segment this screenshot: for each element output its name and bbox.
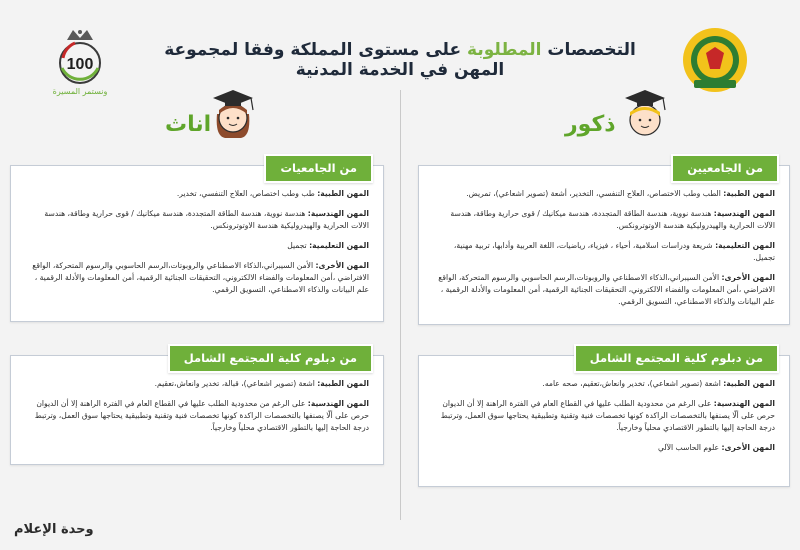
card-tag: من دبلوم كلية المجتمع الشامل bbox=[574, 344, 779, 373]
female-university-card bbox=[10, 161, 384, 322]
title-accent: المطلوبة bbox=[467, 40, 542, 60]
male-diploma-card bbox=[418, 351, 790, 487]
list-item: المهن الطبية: الطب وطب الاختصاص، العلاج التنفسي، التخدير، أشعة (تصوير اشعاعي)، تمريض. bbox=[466, 189, 775, 198]
list-item: المهن الطبية: طب وطب اختصاص، العلاج التنفسي، تخدير. bbox=[176, 189, 369, 198]
female-graduate-icon bbox=[203, 84, 263, 144]
list-item: المهن الهندسية: على الرغم من محدودية الطلب عليها في القطاع العام في الفترة الراهنة إلا أن الديوان حرص على ألّا يصنفها بالتخصصات الراكدة كونها تخصصات فنية وتقنية وتطبيقية يحتاجها سوق العمل، وترتبط درجة الحاجة إليها بالتطور الاقتصادي محلياً وخارجياً. bbox=[440, 399, 775, 432]
centenary-caption: ونستمر المسيرة bbox=[52, 87, 108, 96]
list-item: المهن التعليمية: تجميل bbox=[287, 241, 369, 250]
center-divider bbox=[400, 90, 401, 520]
centenary-number: 100 bbox=[66, 56, 94, 73]
female-heading: اناث bbox=[165, 112, 212, 137]
male-heading: ذكور bbox=[565, 112, 616, 137]
crown-icon bbox=[67, 30, 93, 40]
female-diploma-card bbox=[10, 351, 384, 465]
list-item: المهن الهندسية: على الرغم من محدودية الطلب عليها في القطاع العام في الفترة الراهنة إلا أن الديوان حرص على ألّا يصنفها بالتخصصات الراكدة كونها تخصصات فنية وتقنية وتطبيقية يحتاجها سوق العمل، وترتبط درجة الحاجة إليها بالتطور الاقتصادي محلياً وخارجياً. bbox=[34, 399, 369, 432]
page-title bbox=[140, 40, 660, 80]
list-item: المهن الأخرى: الأمن السيبراني،الذكاء الاصطناعي والروبوتات،الرسم الحاسوبي والرسوم المتحركة، الواقع الافتراضي ،أمن المعلومات والفضاء الالكتروني، التحقيقات الجنائية الرقمية، أمن المعلومات والأدلة الرقمية ، علم البيانات والذكاء الاصطناعي، التسويق الرقمي. bbox=[32, 261, 369, 294]
card-tag: من الجامعيين bbox=[671, 154, 779, 183]
centenary-logo bbox=[45, 28, 115, 98]
card-tag: من الجامعيات bbox=[264, 154, 373, 183]
title-part2: على مستوى المملكة وفقا لمجموعة المهن في الخدمة المدنية bbox=[164, 40, 505, 80]
civil-service-logo bbox=[680, 25, 750, 95]
list-item: المهن الهندسية: هندسة نووية، هندسة الطاقة المتجددة، هندسة ميكانيك / قوى حرارية وطاقة، هندسة الالات الحرارية والهيدروليكية هندسة الاوتوترونكس. bbox=[44, 209, 369, 230]
footer-media-unit: وحدة الإعلام bbox=[14, 522, 94, 537]
list-item: المهن الطبية: اشعة (تصوير اشعاعي)، تخدير وانعاش،تعقيم، صحه عامه. bbox=[542, 379, 775, 388]
list-item: المهن الأخرى: الأمن السيبراني،الذكاء الاصطناعي والروبوتات،الرسم الحاسوبي والرسوم المتحركة، الواقع الافتراضي ،أمن المعلومات والفضاء الالكتروني، التحقيقات الجنائية الرقمية، أمن المعلومات والأدلة الرقمية ، علم البيانات والذكاء الاصطناعي، التسويق الرقمي. bbox=[438, 273, 775, 306]
title-part1: التخصصات bbox=[547, 40, 636, 60]
list-item: المهن الهندسية: هندسة نووية، هندسة الطاقة المتجددة، هندسة ميكانيك / قوى حرارية وطاقة، هندسة الآلات الحرارية والهيدروليكية هندسة الاوتوترونكس. bbox=[450, 209, 775, 230]
card-tag: من دبلوم كلية المجتمع الشامل bbox=[168, 344, 373, 373]
list-item: المهن الطبية: اشعة (تصوير اشعاعي)، قبالة، تخدير وانعاش،تعقيم. bbox=[154, 379, 369, 388]
male-graduate-icon bbox=[615, 84, 675, 144]
list-item: المهن الأخرى: علوم الحاسب الآلي bbox=[658, 443, 775, 452]
male-university-card bbox=[418, 161, 790, 325]
list-item: المهن التعليمية: شريعة ودراسات اسلامية، أحياء ، فيزياء، رياضيات، اللغة العربية وأدابها، تربية مهنية، تجميل. bbox=[453, 241, 775, 262]
